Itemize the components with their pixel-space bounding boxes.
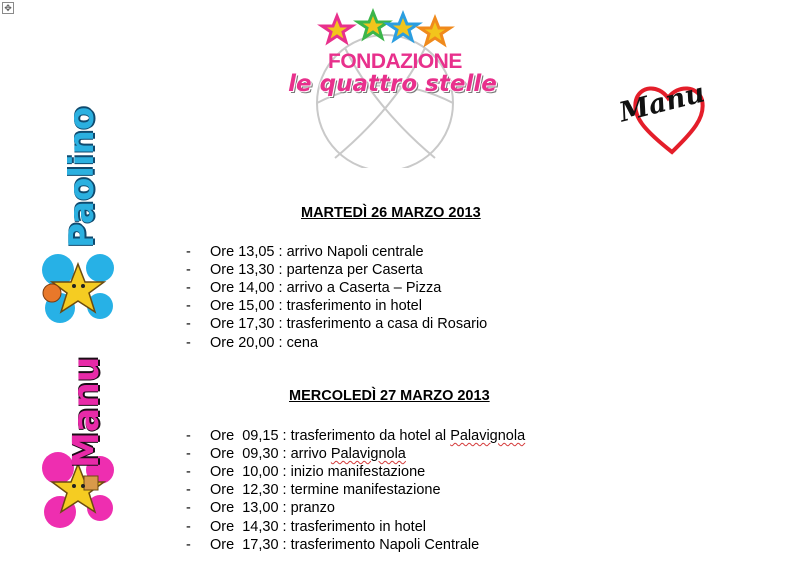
side-name-bottom: Manu bbox=[66, 356, 107, 468]
bullet: - bbox=[186, 482, 191, 498]
item-text bbox=[210, 427, 525, 445]
item-text-part: Ore 09,30 : arrivo bbox=[210, 446, 331, 462]
item-text: Ore 14,30 : trasferimento in hotel bbox=[210, 519, 426, 535]
bullet: - bbox=[186, 500, 191, 516]
spellcheck-word: Palavignola bbox=[450, 428, 526, 444]
item-text: Ore 12,30 : termine manifestazione bbox=[210, 482, 441, 498]
item-text: Ore 14,00 : arrivo a Caserta – Pizza bbox=[210, 280, 442, 296]
table-move-handle-icon[interactable]: ✥ bbox=[2, 2, 14, 14]
item-text: Ore 20,00 : cena bbox=[210, 335, 319, 351]
logo-subtitle: le quattro stelle bbox=[288, 71, 497, 97]
item-text: Ore 13,05 : arrivo Napoli centrale bbox=[210, 244, 424, 260]
bullet: - bbox=[186, 316, 191, 332]
item-text-part: Ore 09,15 : trasferimento da hotel al bbox=[210, 428, 451, 444]
item-text: Ore 15,00 : trasferimento in hotel bbox=[210, 298, 422, 314]
item-text bbox=[210, 445, 406, 463]
item-text: Ore 13,30 : partenza per Caserta bbox=[210, 262, 423, 278]
fondazione-logo bbox=[285, 8, 500, 168]
item-text: Ore 17,30 : trasferimento a casa di Rosario bbox=[210, 316, 488, 332]
bullet: - bbox=[186, 298, 191, 314]
day-2-title: MERCOLEDÌ 27 MARZO 2013 bbox=[289, 388, 490, 404]
bullet: - bbox=[186, 428, 191, 444]
spellcheck-word: Palavignola bbox=[330, 446, 406, 462]
item-text: Ore 13,00 : pranzo bbox=[210, 500, 335, 516]
day-1-title: MARTEDÌ 26 MARZO 2013 bbox=[301, 205, 481, 221]
item-text: Ore 10,00 : inizio manifestazione bbox=[210, 464, 426, 480]
bullet: - bbox=[186, 537, 191, 553]
bullet: - bbox=[186, 280, 191, 296]
bullet: - bbox=[186, 446, 191, 462]
bullet: - bbox=[186, 335, 191, 351]
side-name-top: Paolino bbox=[62, 106, 102, 248]
bullet: - bbox=[186, 519, 191, 535]
bullet: - bbox=[186, 464, 191, 480]
bullet: - bbox=[186, 244, 191, 260]
bullet: - bbox=[186, 262, 191, 278]
manu-heart-badge bbox=[614, 78, 724, 158]
item-text: Ore 17,30 : trasferimento Napoli Centrale bbox=[210, 537, 480, 553]
side-decoration bbox=[34, 90, 124, 550]
logo-title: FONDAZIONE bbox=[328, 50, 462, 73]
manu-signature: Manu bbox=[616, 77, 708, 129]
